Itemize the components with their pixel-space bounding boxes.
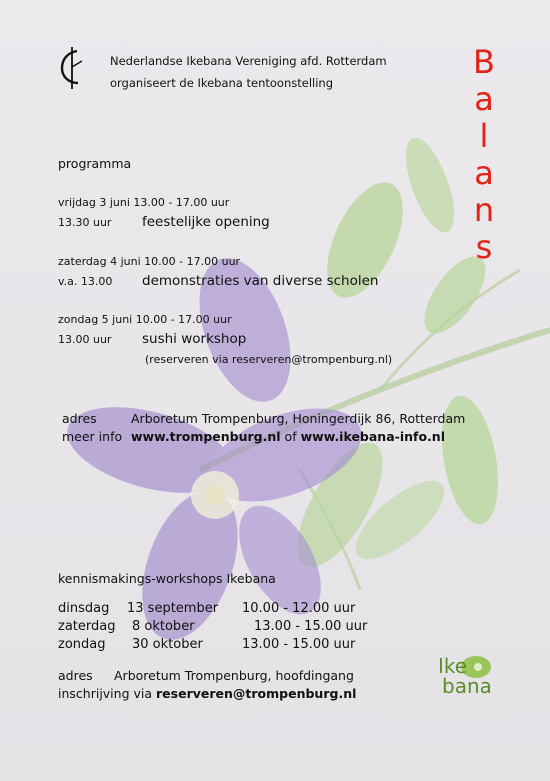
title-letter: n — [473, 191, 495, 229]
workshops-heading: kennismakings-workshops Ikebana — [58, 571, 276, 586]
programma-heading: programma — [58, 156, 132, 171]
trompenburg-link[interactable]: www.trompenburg.nl — [131, 429, 281, 444]
workshop-date: 8 oktober — [132, 619, 195, 634]
exhibition-title — [464, 44, 504, 266]
day-2-time: v.a. 13.00 — [58, 275, 113, 288]
workshop-day: dinsdag — [58, 601, 110, 616]
workshop-adres-label: adres — [58, 668, 93, 683]
workshop-date: 13 september — [127, 601, 219, 616]
header-line-2: organiseert de Ikebana tentoonstelling — [110, 76, 334, 90]
title-letter: s — [475, 228, 493, 266]
workshop-date: 30 oktober — [132, 637, 203, 652]
day-3-time: 13.00 uur — [58, 333, 112, 346]
workshop-day: zaterdag — [58, 619, 116, 634]
day-2-event: demonstraties van diverse scholen — [142, 273, 379, 289]
day-1-date: vrijdag 3 juni 13.00 - 17.00 uur — [58, 196, 230, 209]
workshop-time: 13.00 - 15.00 uur — [242, 637, 356, 652]
of-text: of — [284, 429, 297, 444]
workshop-day: zondag — [58, 637, 106, 652]
meer-info-label: meer info — [62, 429, 123, 444]
ikebana-logo — [418, 652, 498, 712]
day-1-time: 13.30 uur — [58, 216, 112, 229]
inschrijving-line — [58, 686, 356, 701]
flower-petals — [58, 246, 374, 653]
title-letter: l — [479, 117, 489, 155]
workshop-time: 13.00 - 15.00 uur — [254, 619, 368, 634]
header-line-1: Nederlandse Ikebana Vereniging afd. Rotterdam — [110, 54, 387, 68]
leaf — [396, 132, 464, 238]
workshop-time: 10.00 - 12.00 uur — [242, 601, 356, 616]
logo-text-2: bana — [442, 674, 492, 698]
adres-label: adres — [62, 411, 97, 426]
logo-text-1: Ike — [438, 654, 468, 678]
day-3-note: (reserveren via reserveren@trompenburg.nl) — [145, 353, 393, 366]
title-letter: a — [474, 154, 494, 192]
day-3-event: sushi workshop — [142, 331, 247, 347]
workshop-adres-value: Arboretum Trompenburg, hoofdingang — [114, 668, 354, 683]
meer-info-links — [131, 429, 445, 444]
day-3-date: zondag 5 juni 10.00 - 17.00 uur — [58, 313, 232, 326]
inschrijving-label: inschrijving via — [58, 686, 153, 701]
title-letter: B — [473, 43, 495, 81]
inschrijving-email[interactable]: reserveren@trompenburg.nl — [156, 686, 357, 701]
day-2-date: zaterdag 4 juni 10.00 - 17.00 uur — [58, 255, 241, 268]
adres-value: Arboretum Trompenburg, Honingerdijk 86, Rotterdam — [131, 411, 466, 426]
day-1-event: feestelijke opening — [142, 214, 270, 230]
organization-logo-icon — [58, 45, 86, 91]
ikebana-info-link[interactable]: www.ikebana-info.nl — [300, 429, 445, 444]
title-letter: a — [474, 80, 494, 118]
